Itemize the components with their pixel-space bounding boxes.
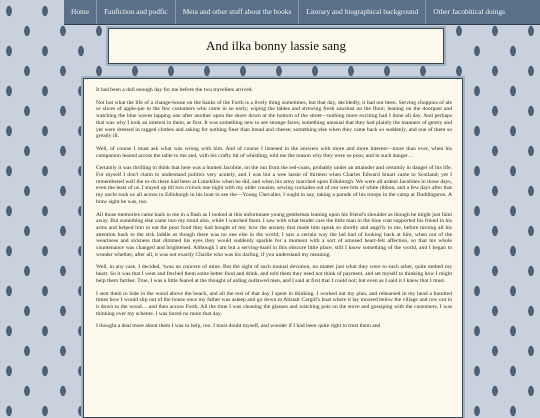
story-paragraph: It had been a dull enough day for me before the two travellers arrived. xyxy=(96,87,253,93)
page-title: And ilka bonny lassie sang xyxy=(205,38,347,53)
title-box xyxy=(108,28,444,64)
story-paragraph: All those memories came back to me in a flash as I looked at this unfortunate young gentleman leaning upon his friend's shoulder as though he might just faint away. But something else came into my mind also, while I watched them. I saw with what tender care the little man in the blue coat supported his friend in his arms and helped him to eat the poor food they had bought of me; how the anxiety that made him speak so shortly and angrily to me, before turning all his attention back to the sick laddie as though there was no one else in the world; I saw a certain way the lad had of looking back at him, when out of the weariness and sickness that dimmed his eyes they would suddenly sparkle for a moment with a sort of amused heart-felt affection, so that his whole countenance was changed and brightened. Although I am but a serving-maid in this obscure little place, still I know something of the world, and I began to wonder whether, after all, it was not exactly Charlie who was his darling, if you understand my meaning. xyxy=(96,211,452,258)
nav-meta[interactable]: Meta and other stuff about the books xyxy=(176,0,300,24)
story-content xyxy=(83,78,463,418)
story-paragraph: Well, in any case, I decided, 'twas no concern of mine. But the sight of such mutual devotion, no matter just what they were to each other, quite melted my heart. So it was that I went and fetched them some better food and drink, and told them they need not think of payment, and set myself to thinking how I might help them further. True, I was a little feared at the thought of aiding outlawed men, and I said at first that I could not; but even as I said it I knew that I must. xyxy=(96,264,452,284)
nav-literary-background[interactable]: Literary and biographical background xyxy=(299,0,426,24)
story-paragraph: I thought a deal more about them I was to help, too. I must doubt myself, and wonder if I had been quite right to trust them and xyxy=(96,323,381,330)
nav-fanfiction-podfic[interactable]: Fanfiction and podfic xyxy=(97,0,176,24)
story-paragraph: Not but what the life of a change-house on the banks of the Forth is a lively thing sometimes, but that day, decidedly, it had not been. Serving choppins of ale or slices of apple-pie to the few customers who came in so early; wiping the tables and strewing fresh sawdust on the floor; leaning on the doorpost and watching the blue waves lapping one after another upon the shore down at the bottom of the street—nothing more exciting had I done all day. And perhaps that was why I took an interest in them, at first. It was something new to see strange faces; something unusual that they had plainly the manners of gentry and yet were dressed in ragged clothes and asking for nothing finer than bread and cheese; something else when they came back so suddenly, and one of them so greatly ill. xyxy=(96,99,452,140)
nav-jacobitical-doings[interactable]: Other Jacobitical doings xyxy=(433,7,506,16)
story-paragraph: I sent them to hide in the wood above the beach, and all the rest of that day I spent in thinking. I worked out my plan, and rehearsed in my head a hundred times how I would slip out of the house once my father was asleep and go down to Alistair Cargill's boat where it lay moored below the village and row out in it down to the wood… and then across Forth. All the time I was cleaning the glasses and watching pots on the stove and gossiping with the customers, I was thinking over my scheme. I was bored no more that day. xyxy=(96,290,452,317)
nav-home[interactable]: Home xyxy=(64,0,97,24)
story-paragraph: Certainly it was thrilling to think that here was a hunted Jacobite, on the run from the red-coats, probably under an attainder and certainly in danger of his life. For myself I don't claim to understand politics very acutely, and I was but a wee lassie of thirteen when Charles Edward Stuart came to Scotland; yet I remembered well the to-do there had been at Limekilns when he did, and when his army marched upon Edinburgh. We were all ardent Jacobites in those days, even the least of us. I stayed up till two o'clock one night with my older cousins, sewing cockades out of our wee bits of white ribbon, and a few days after that my uncle took us all across to Edinburgh in his boat to see the—Young Chevalier, I ought to say, taking a parade of his troops in the camp at Duddingston. A braw sight he was, too. xyxy=(96,165,452,205)
top-navigation xyxy=(64,0,540,25)
story-paragraph: Well, of course I must ask what was wrong with him. And of course I listened to the answers with more and more interest—more than ever, when his companion leaned across the table to me and, with his crafty bit of whistling, told me the reason why they were so poor, and in such danger… xyxy=(96,145,452,159)
